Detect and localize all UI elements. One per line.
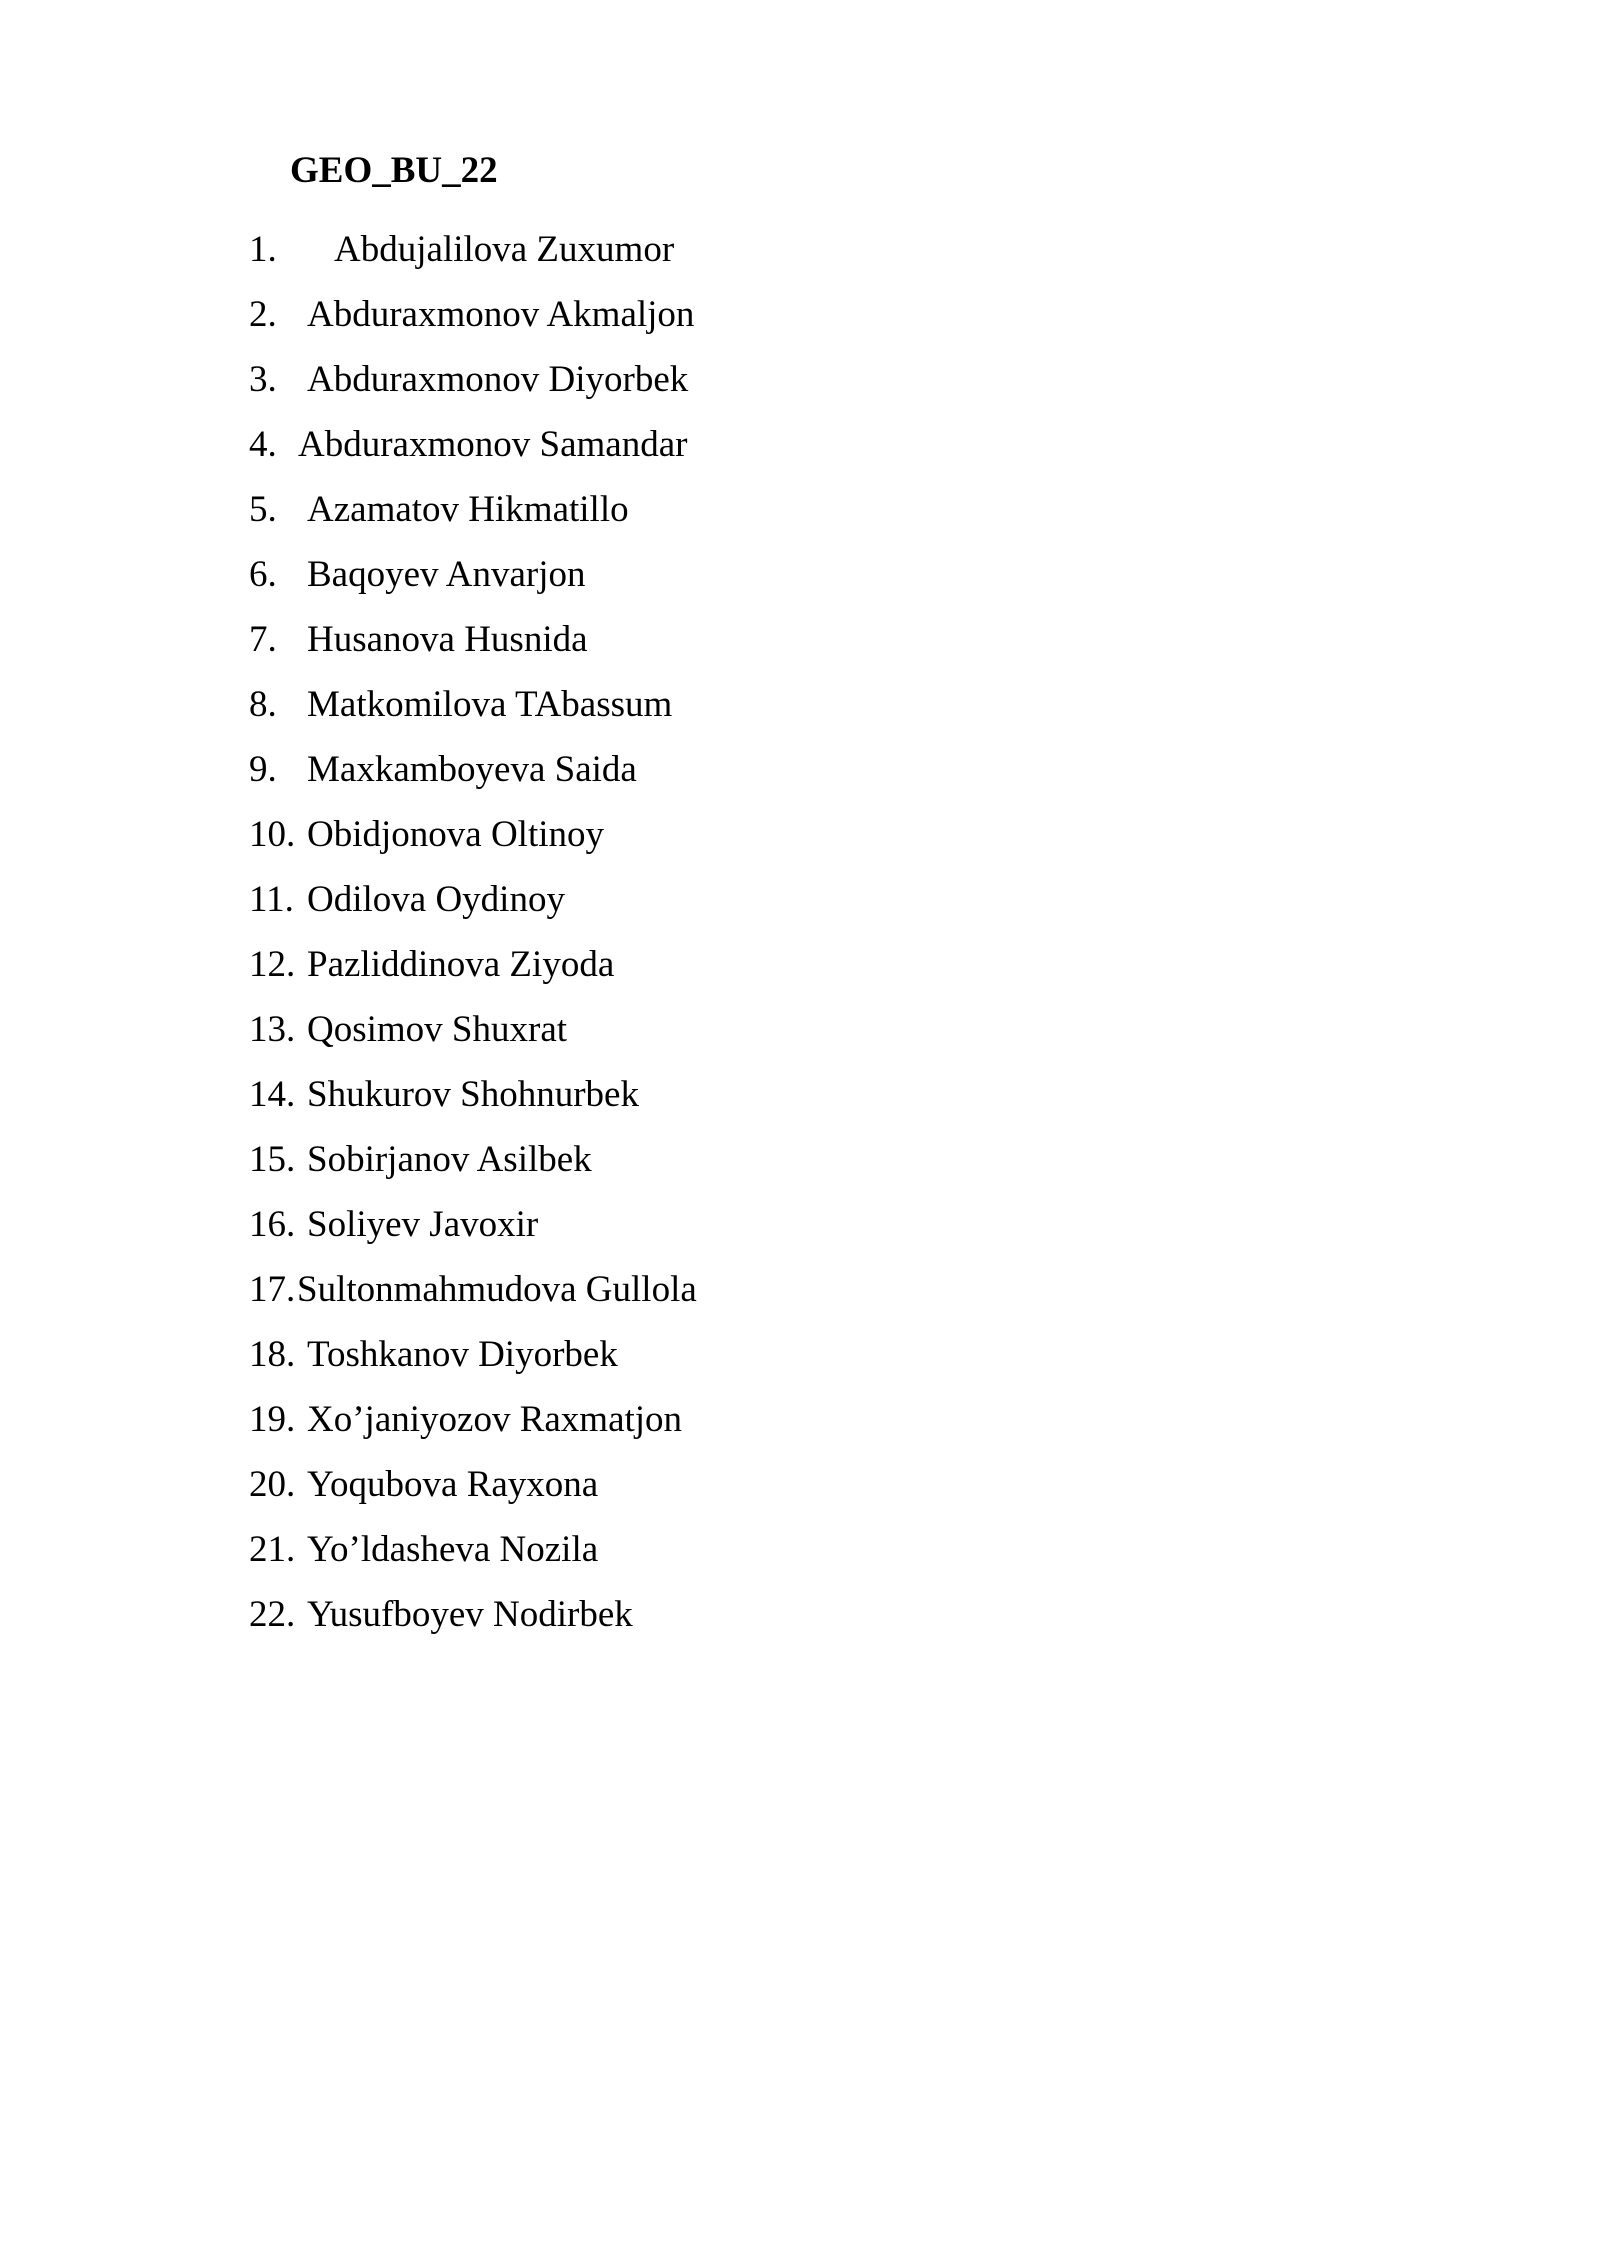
list-item-name: Husanova Husnida <box>307 619 588 660</box>
list-item-name: Sultonmahmudova Gullola <box>297 1269 697 1310</box>
list-item-number: 20. <box>249 1464 296 1505</box>
list-item-number: 19. <box>249 1399 296 1440</box>
list-item-number: 16. <box>249 1204 296 1245</box>
list-item-name: Odilova Oydinoy <box>307 879 565 920</box>
list-item-name: Shukurov Shohnurbek <box>307 1074 639 1115</box>
document-title: GEO_BU_22 <box>290 150 498 191</box>
list-item-number: 13. <box>249 1009 296 1050</box>
list-item-name: Abduraxmonov Akmaljon <box>307 294 695 335</box>
list-item-name: Pazliddinova Ziyoda <box>307 944 615 985</box>
list-item-number: 1. <box>249 229 277 270</box>
list-item-name: Yusufboyev Nodirbek <box>307 1594 633 1635</box>
list-item-number: 11. <box>249 879 294 920</box>
list-item-name: Obidjonova Oltinoy <box>307 814 605 855</box>
list-item-number: 6. <box>249 554 277 595</box>
list-item-number: 4. <box>249 424 277 465</box>
list-item-name: Sobirjanov Asilbek <box>307 1139 592 1180</box>
list-item-name: Xo’janiyozov Raxmatjon <box>307 1399 683 1440</box>
list-item-number: 17. <box>249 1269 296 1310</box>
list-item-name: Yo’ldasheva Nozila <box>307 1529 599 1570</box>
list-item-name: Yoqubova Rayxona <box>307 1464 599 1505</box>
list-item-number: 2. <box>249 294 277 335</box>
list-item-name: Maxkamboyeva Saida <box>307 749 637 790</box>
list-item-number: 15. <box>249 1139 296 1180</box>
list-item-number: 8. <box>249 684 277 725</box>
list-item-name: Abdujalilova Zuxumor <box>334 229 675 270</box>
list-item-name: Baqoyev Anvarjon <box>307 554 586 595</box>
list-item-name: Soliyev Javoxir <box>307 1204 539 1245</box>
list-item-number: 5. <box>249 489 277 530</box>
list-item-number: 12. <box>249 944 296 985</box>
list-item-name: Toshkanov Diyorbek <box>307 1334 618 1375</box>
list-item-number: 14. <box>249 1074 296 1115</box>
list-item-number: 9. <box>249 749 277 790</box>
list-item-name: Matkomilova TAbassum <box>307 684 673 725</box>
list-item-number: 3. <box>249 359 277 400</box>
list-item-name: Abduraxmonov Diyorbek <box>307 359 689 400</box>
list-item-name: Abduraxmonov Samandar <box>298 424 688 465</box>
list-item-name: Qosimov Shuxrat <box>307 1009 568 1050</box>
list-item-number: 10. <box>249 814 296 855</box>
list-item-name: Azamatov Hikmatillo <box>307 489 629 530</box>
list-item-number: 22. <box>249 1594 296 1635</box>
list-item-number: 21. <box>249 1529 296 1570</box>
list-item-number: 7. <box>249 619 277 660</box>
list-item-number: 18. <box>249 1334 296 1375</box>
